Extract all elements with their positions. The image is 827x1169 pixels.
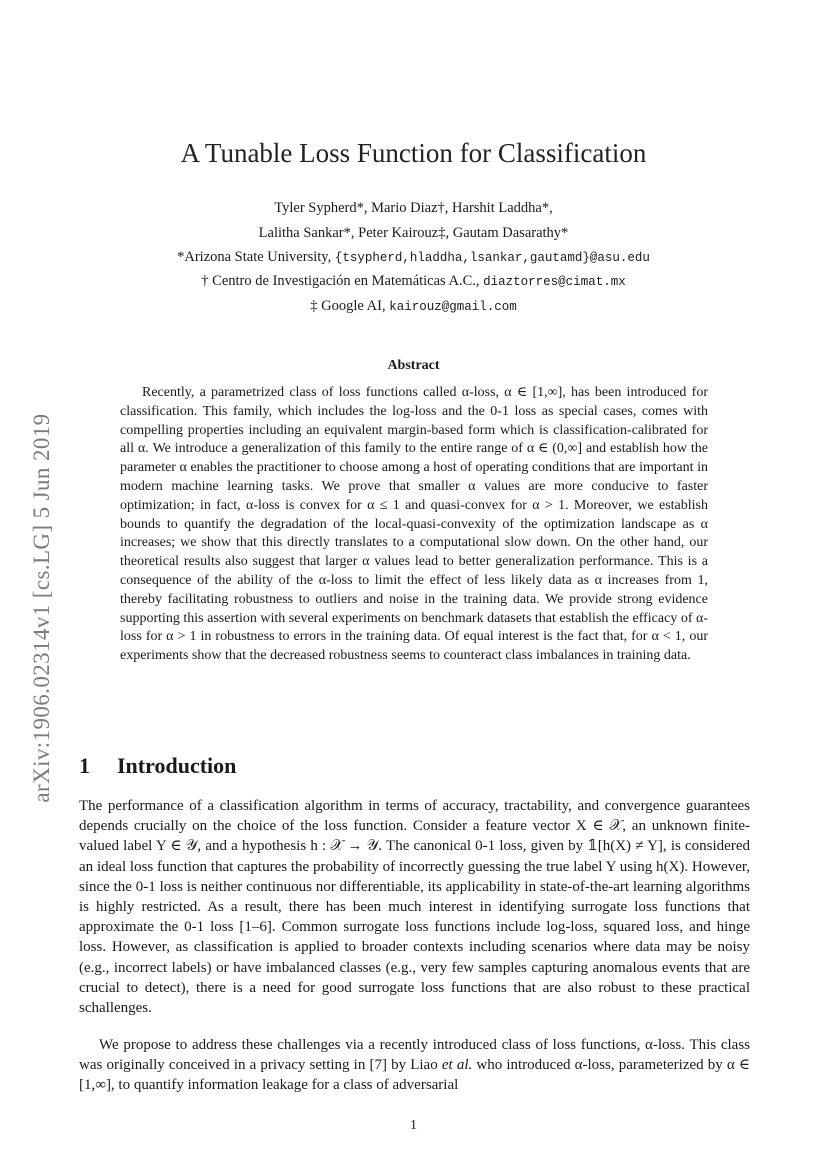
affiliation-google-email: kairouz@gmail.com [389, 300, 517, 314]
intro-paragraph-2 [79, 1035, 750, 1096]
intro-paragraph-2-part-b: who introduced α-loss, parameterized by α ∈ [1,∞], to quantify information leakage for a class of adversarial [79, 1057, 751, 1094]
affiliation-asu-email: {tsypherd,hladdha,lsankar,gautamd}@asu.edu [334, 251, 650, 265]
authors-line-1: Tyler Sypherd*, Mario Diaz†, Harshit Laddha*, [274, 200, 553, 216]
intro-paragraph-2-part-a: We propose to address these challenges via a recently introduced class of loss functions, α-loss. This class was originally conceived in a privacy setting in [7] by Liao [79, 1037, 750, 1074]
abstract-heading: Abstract [387, 358, 440, 373]
affiliation-cimat [0, 273, 827, 290]
arxiv-id: arXiv:1906.02314v1 [cs.LG] 5 Jun 2019 [29, 412, 54, 803]
intro-paragraph-2-etal: et al. [441, 1057, 473, 1074]
intro-paragraph-1: The performance of a classification algorithm in terms of accuracy, tractability, and convergence guarantees depends crucially on the choice of the loss function. Consider a feature vector X ∈ 𝒳, an unknown finite-valued label Y ∈ 𝒴, and a hypothesis h : 𝒳 → 𝒴. The canonical 0-1 loss, given by 𝟙[h(X) ≠ Y], is considered an ideal loss function that captures the probability of incorrectly guessing the true label Y using h(X). However, since the 0-1 loss is neither continuous nor differentiable, its applicability in state-of-the-art learning algorithms is highly restricted. As a result, there has been much interest in identifying surrogate loss functions that approximate the 0-1 loss [1–6]. Common surrogate loss functions include log-loss, squared loss, and hinge loss. However, as classification is applied to broader contexts including scenarios where data may be noisy (e.g., incorrect labels) or have imbalanced classes (e.g., very few samples capturing anomalous events that are crucial to detect), there is a need for good surrogate loss functions that are also robust to these practical schallenges. [79, 798, 750, 1017]
affiliation-asu-text: *Arizona State University, [177, 249, 335, 265]
affiliation-asu [0, 249, 827, 266]
section-title: Introduction [117, 753, 237, 778]
section-number: 1 [79, 753, 90, 778]
affiliation-google-text: ‡ Google AI, [310, 298, 390, 314]
section-heading-introduction [79, 753, 236, 779]
arxiv-sidebar-stamp [22, 375, 62, 840]
affiliation-google [0, 298, 827, 315]
affiliation-cimat-text: † Centro de Investigación en Matemáticas A.C., [201, 273, 484, 289]
authors-line-2: Lalitha Sankar*, Peter Kairouz‡, Gautam Dasarathy* [258, 225, 569, 241]
paper-title: A Tunable Loss Function for Classification [180, 138, 647, 168]
abstract-body: Recently, a parametrized class of loss functions called α-loss, α ∈ [1,∞], has been introduced for classification. This family, which includes the log-loss and the 0-1 loss as special cases, comes with compelling properties including an equivalent margin-based form which is classification-calibrated for all α. We introduce a generalization of this family to the entire range of α ∈ (0,∞] and establish how the parameter α enables the practitioner to choose among a host of operating conditions that are important in modern machine learning tasks. We prove that smaller α values are more conducive to faster optimization; in fact, α-loss is convex for α ≤ 1 and quasi-convex for α > 1. Moreover, we establish bounds to quantify the degradation of the local-quasi-convexity of the optimization landscape as α increases; we show that this directly translates to a computational slow down. On the other hand, our theoretical results also suggest that larger α values lead to better generalization performance. This is a consequence of the ability of the α-loss to limit the effect of less likely data as α increases from 1, thereby facilitating robustness to outliers and noise in the training data. We provide strong evidence supporting this assertion with several experiments on benchmark datasets that establish the efficacy of α-loss for α > 1 in robustness to errors in the training data. Of equal interest is the fact that, for α < 1, our experiments show that the decreased robustness seems to counteract class imbalances in training data. [120, 385, 708, 664]
page-number: 1 [410, 1118, 417, 1133]
affiliation-cimat-email: diaztorres@cimat.mx [483, 275, 626, 289]
